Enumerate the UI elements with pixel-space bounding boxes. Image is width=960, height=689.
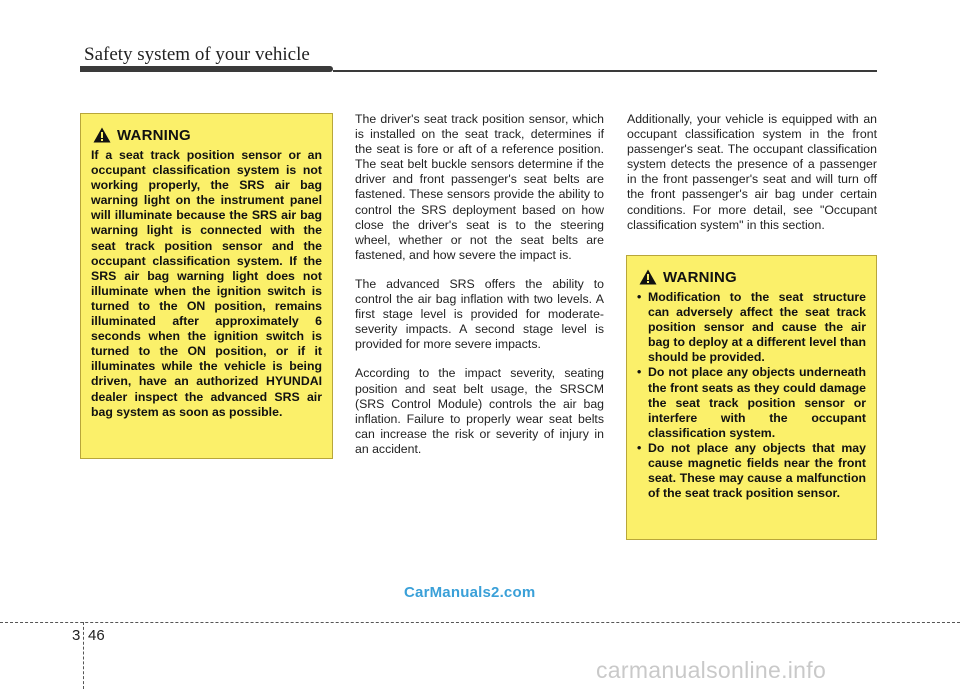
- header-rule-thin: [333, 70, 877, 72]
- page-title: Safety system of your vehicle: [84, 44, 310, 65]
- paragraph: The advanced SRS offers the ability to control the air bag inflation with two levels. A first stage level is provided for moderate-severity impacts. A second stage level is provided for more severe impacts.: [355, 276, 604, 352]
- column-right: [627, 112, 877, 247]
- warning-title-right: WARNING: [663, 268, 737, 286]
- warning-triangle-icon: [93, 127, 111, 143]
- list-item: • Do not place any objects underneath the front seats as they could damage the seat track position sensor or interfere with the occupant classification system.: [637, 365, 866, 440]
- chapter-number: 3: [72, 627, 81, 644]
- page-number: 46: [88, 627, 105, 644]
- list-item: • Modification to the seat structure can adversely affect the seat track position sensor and cause the air bag to deploy at a different level than should be provided.: [637, 290, 866, 365]
- footer-vertical-divider: [83, 622, 84, 689]
- warning-box-left: [80, 113, 333, 459]
- paragraph: The driver's seat track position sensor, which is installed on the seat track, determines if the seat is fore or aft of a reference position. The seat belt buckle sensors determine if the driver and front passenger's seat belts are fastened. These sensors provide the ability to control the SRS deployment based on how close the driver's seat is to the steering wheel, whether or not the seat belts are fastened, and how severe the impact is.: [355, 112, 604, 262]
- warning-title-left: WARNING: [117, 126, 191, 144]
- warning-box-right: [626, 255, 877, 540]
- watermark-link[interactable]: CarManuals2.com: [404, 584, 536, 601]
- list-item: • Do not place any objects that may cause magnetic fields near the front seat. These may cause a malfunction of the seat track position sensor.: [637, 441, 866, 501]
- paragraph: According to the impact severity, seating position and seat belt usage, the SRSCM (SRS Control Module) controls the air bag inflation. Failure to properly wear seat belts can increase the risk or severity of injury in an accident.: [355, 366, 604, 456]
- column-middle: [355, 112, 604, 471]
- warning-header-left: [91, 124, 322, 146]
- warning-text-left: If a seat track position sensor or an occupant classification system is not working properly, the SRS air bag warning light on the instrument panel will illuminate because the SRS air bag warning light is connected with the seat track position sensor and the occupant classification system. If the SRS air bag warning light does not illuminate when the ignition switch is turned to the ON position, remains illuminated after approximately 6 seconds when the ignition switch is turned to the ON position, or if it illuminates while the vehicle is being driven, have an authorized HYUNDAI dealer inspect the advanced SRS air bag system as soon as possible.: [91, 148, 322, 419]
- header-rule-thick: [80, 66, 333, 72]
- paragraph: Additionally, your vehicle is equipped with an occupant classification system in the front passenger's seat. The occupant classification system detects the presence of a passenger in the front passenger's seat and will turn off the front passenger's air bag under certain conditions. For more detail, see "Occupant classification system" in this section.: [627, 112, 877, 232]
- warning-list: [637, 290, 866, 501]
- warning-triangle-icon: [639, 269, 657, 285]
- footer-divider: [0, 622, 960, 623]
- bottom-watermark: carmanualsonline.info: [596, 657, 827, 683]
- warning-header-right: [637, 266, 866, 288]
